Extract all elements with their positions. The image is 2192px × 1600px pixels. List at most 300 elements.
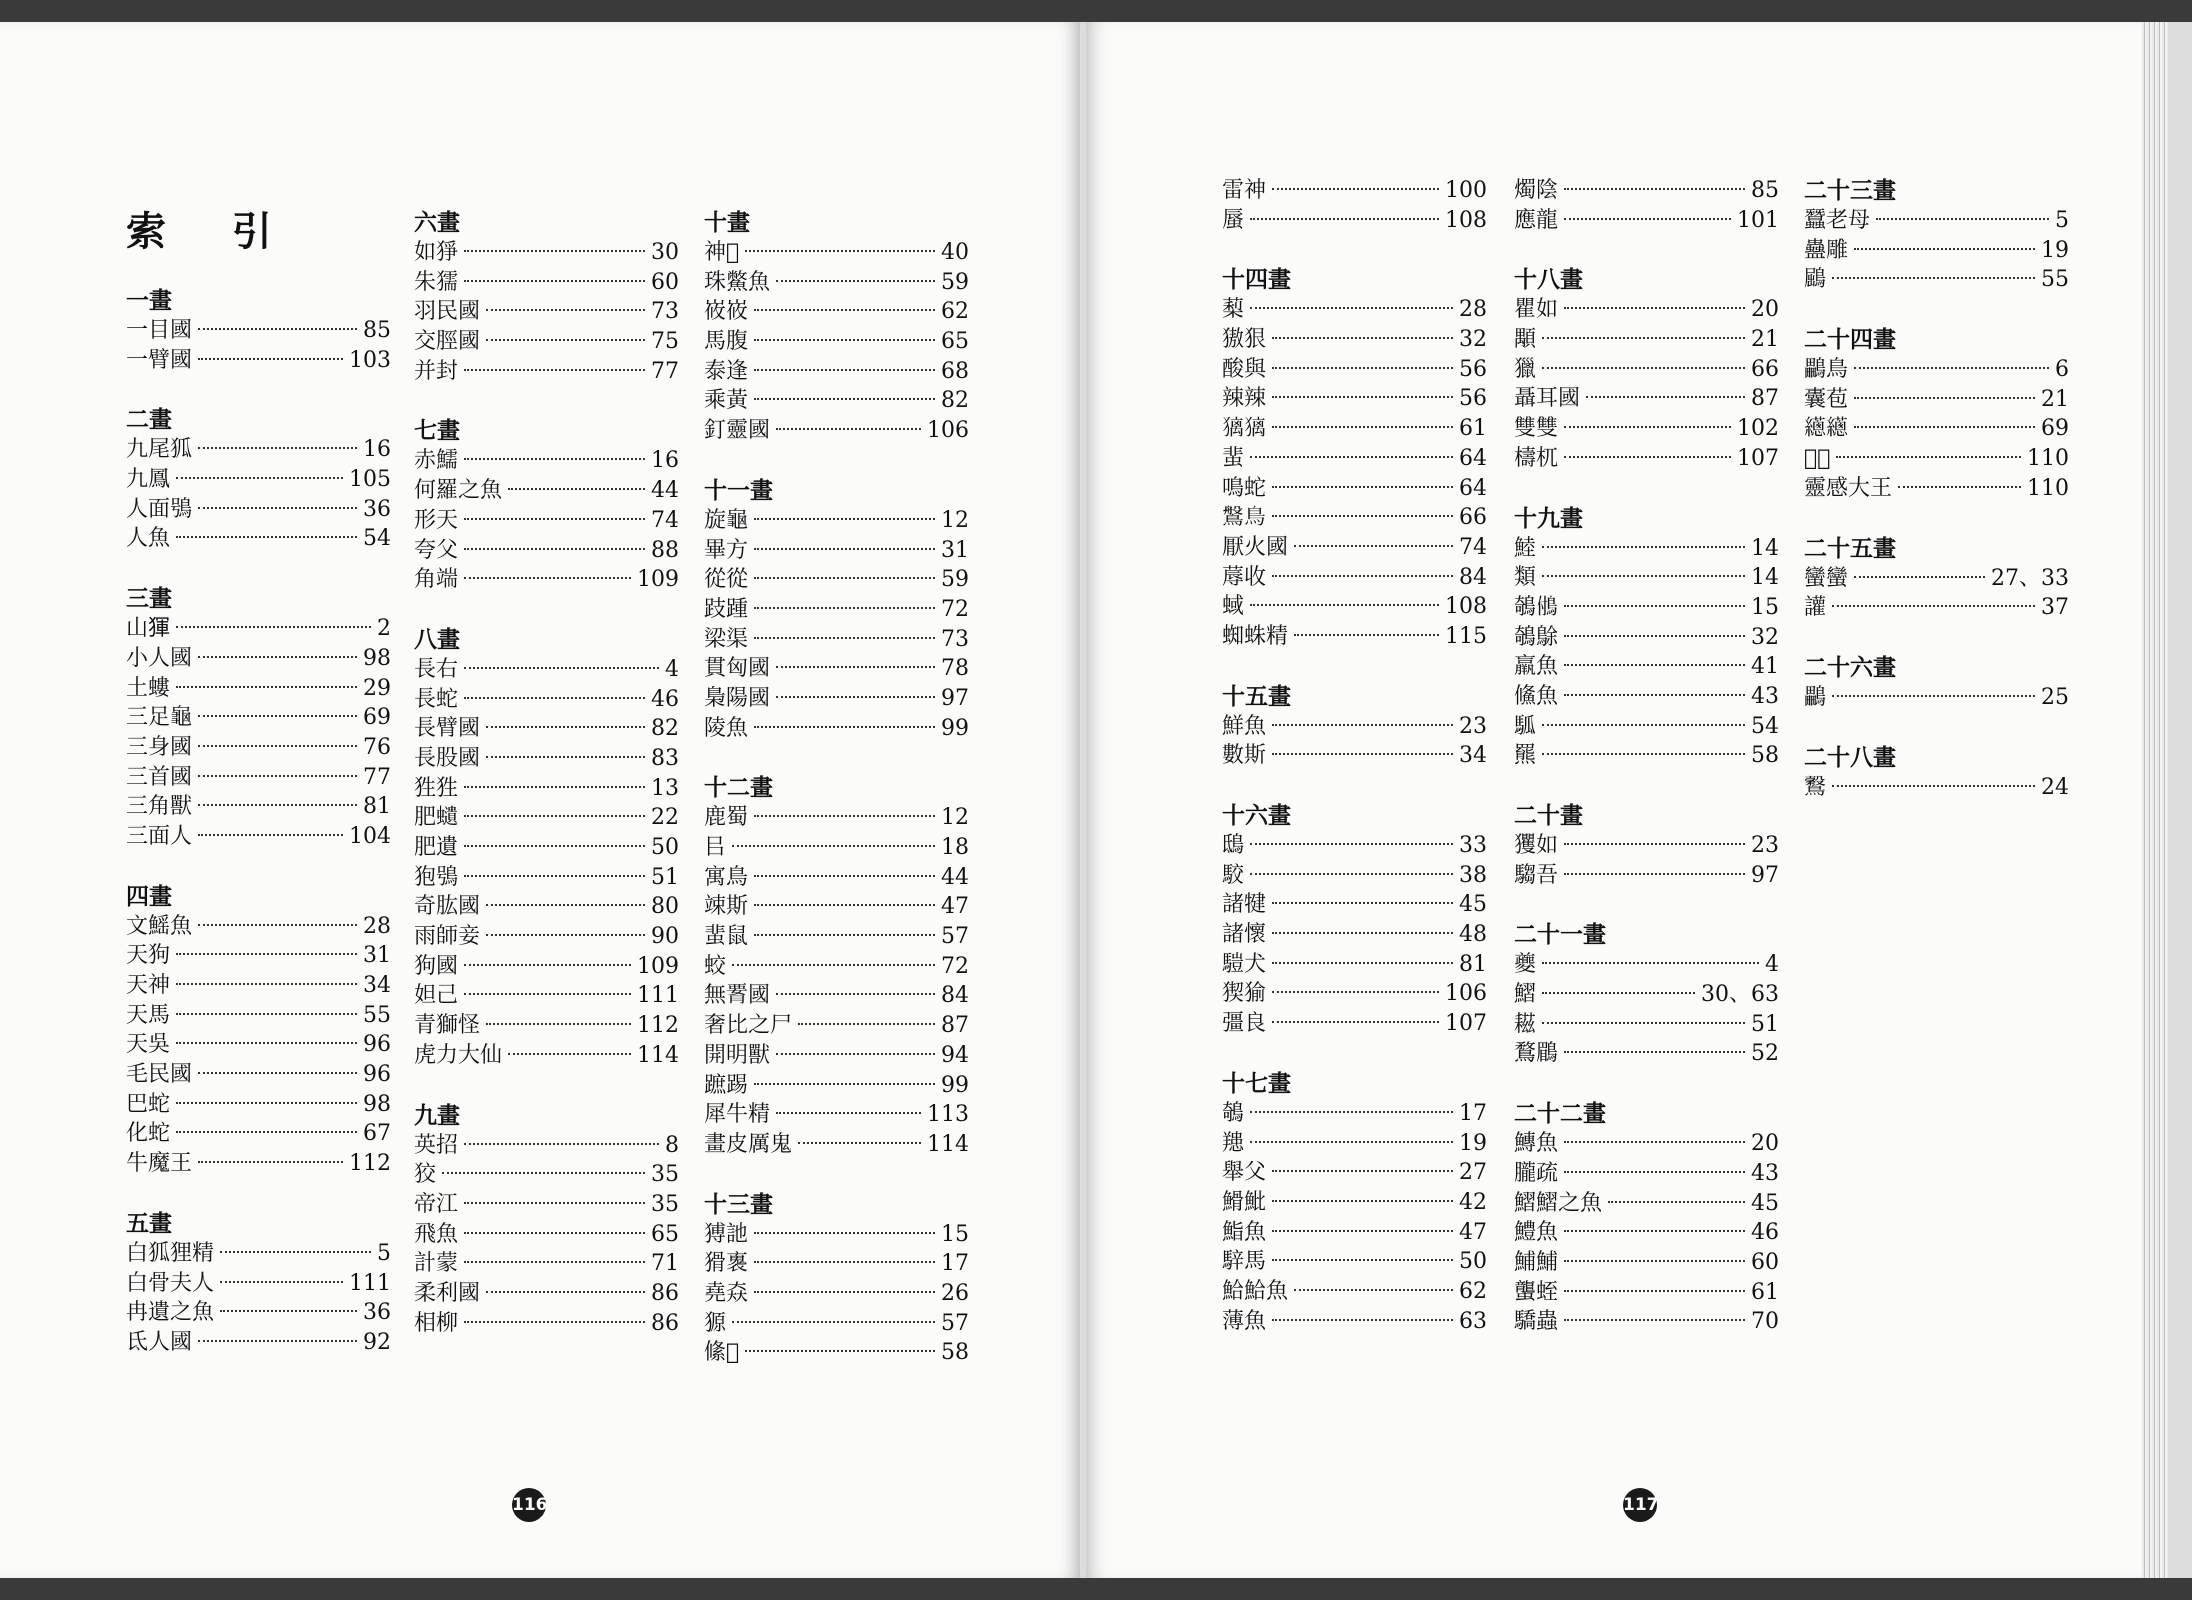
- entry-name: 朱獳: [414, 269, 459, 295]
- dot-leader: [486, 1023, 631, 1025]
- entry-name: 天狗: [126, 943, 171, 969]
- index-entry: [704, 357, 969, 387]
- dot-leader: [464, 1232, 645, 1234]
- index-entry: [126, 1001, 391, 1031]
- entry-name: 鹿蜀: [704, 805, 749, 831]
- index-entry: [414, 1041, 679, 1071]
- entry-page: 82: [651, 716, 679, 742]
- index-entry: [1804, 265, 2069, 295]
- index-entry: [414, 892, 679, 922]
- entry-name: 蠱雕: [1804, 237, 1849, 263]
- dot-leader: [1272, 1170, 1453, 1172]
- index-entry: [1804, 593, 2069, 623]
- entry-name: 柔利國: [414, 1280, 481, 1306]
- entry-name: 梟陽國: [704, 685, 771, 711]
- stroke-count-heading: 十畫: [704, 210, 750, 236]
- dot-leader: [176, 626, 371, 628]
- entry-page: 108: [1445, 594, 1487, 620]
- entry-name: 獵: [1514, 356, 1537, 382]
- entry-name: 鯥: [1514, 535, 1537, 561]
- dot-leader: [1250, 218, 1439, 220]
- index-entry: [1514, 355, 1779, 385]
- stroke-section: [414, 625, 679, 1071]
- entry-page: 12: [941, 507, 969, 533]
- dot-leader: [220, 1310, 357, 1312]
- entry-name: 鵸𩿧: [1514, 594, 1559, 620]
- index-entry: [1222, 444, 1487, 474]
- entry-name: 長右: [414, 656, 459, 682]
- entry-name: 角端: [414, 567, 459, 593]
- dot-leader: [486, 309, 645, 311]
- entry-page: 104: [349, 823, 391, 849]
- entry-page: 114: [637, 1042, 679, 1068]
- entry-page: 97: [1751, 862, 1779, 888]
- entry-page: 105: [349, 467, 391, 493]
- dot-leader: [1564, 188, 1745, 190]
- entry-name: 犀牛精: [704, 1102, 771, 1128]
- entry-page: 32: [1459, 327, 1487, 353]
- index-column-6: [1804, 176, 2069, 832]
- entry-name: 肥𧔥: [414, 805, 459, 831]
- entry-page: 60: [651, 269, 679, 295]
- index-entry: [704, 327, 969, 357]
- entry-name: 羸魚: [1514, 654, 1559, 680]
- index-entry: [1514, 414, 1779, 444]
- dot-leader: [198, 1340, 357, 1342]
- dot-leader: [1250, 843, 1453, 845]
- entry-page: 44: [651, 478, 679, 504]
- entry-page: 38: [1459, 862, 1487, 888]
- entry-name: 畢方: [704, 537, 749, 563]
- index-entry: [414, 506, 679, 536]
- index-entry: [704, 1249, 969, 1279]
- entry-page: 72: [941, 596, 969, 622]
- dot-leader: [1542, 367, 1745, 369]
- dot-leader: [754, 875, 935, 877]
- stroke-count-heading: 四畫: [126, 883, 172, 910]
- index-entry: [1222, 533, 1487, 563]
- entry-name: 三角獸: [126, 794, 193, 820]
- dot-leader: [1608, 1201, 1745, 1203]
- index-entry: [1514, 652, 1779, 682]
- index-entry: [1222, 920, 1487, 950]
- entry-page: 87: [1751, 386, 1779, 412]
- entry-page: 36: [363, 1300, 391, 1326]
- index-entry: [1514, 1039, 1779, 1069]
- stroke-count-heading: 十九畫: [1514, 505, 1583, 532]
- index-entry: [1222, 1277, 1487, 1307]
- index-entry: [126, 763, 391, 793]
- stroke-section: [126, 584, 391, 852]
- entry-page: 73: [651, 299, 679, 325]
- entry-name: 虎力大仙: [414, 1042, 503, 1068]
- entry-page: 81: [363, 794, 391, 820]
- dot-leader: [464, 577, 631, 579]
- entry-name: 鸓: [1804, 684, 1827, 710]
- entry-name: 相柳: [414, 1310, 459, 1336]
- index-entry: [704, 386, 969, 416]
- entry-name: 毛民國: [126, 1062, 193, 1088]
- index-entry: [704, 297, 969, 327]
- dot-leader: [486, 756, 645, 758]
- index-entry: [126, 674, 391, 704]
- dot-leader: [1272, 515, 1453, 517]
- entry-name: 檮杌: [1514, 445, 1559, 471]
- entry-name: 三首國: [126, 764, 193, 790]
- dot-leader: [464, 964, 631, 966]
- stroke-section: [126, 882, 391, 1179]
- entry-name: 長蛇: [414, 686, 459, 712]
- entry-page: 44: [941, 864, 969, 890]
- dot-leader: [754, 726, 935, 728]
- dot-leader: [198, 507, 357, 509]
- entry-name: 鯆鯆: [1514, 1249, 1559, 1275]
- entry-name: 三身國: [126, 734, 193, 760]
- entry-name: 白狐狸精: [126, 1240, 215, 1266]
- dot-leader: [464, 993, 631, 995]
- index-entry: [1222, 950, 1487, 980]
- stroke-section: [126, 1209, 391, 1358]
- index-entry: [1514, 1248, 1779, 1278]
- entry-page: 55: [363, 1002, 391, 1028]
- entry-name: 化蛇: [126, 1121, 171, 1147]
- entry-name: 何羅之魚: [414, 478, 503, 504]
- index-entry: [1514, 534, 1779, 564]
- entry-name: 峳峳: [704, 299, 749, 325]
- entry-name: 𤡢𤡢: [1222, 416, 1267, 442]
- dot-leader: [1250, 1141, 1453, 1143]
- index-entry: [126, 346, 391, 376]
- index-entry: [126, 495, 391, 525]
- entry-page: 5: [377, 1240, 391, 1266]
- entry-name: 絛𤊝: [704, 1340, 740, 1366]
- index-entry: [414, 1160, 679, 1190]
- dot-leader: [1542, 962, 1759, 964]
- index-entry: [1804, 773, 2069, 803]
- entry-page: 4: [665, 656, 679, 682]
- index-entry: [1222, 325, 1487, 355]
- dot-leader: [508, 1053, 631, 1055]
- entry-page: 20: [1751, 1131, 1779, 1157]
- dot-leader: [442, 1172, 645, 1174]
- index-entry: [1222, 622, 1487, 652]
- dot-leader: [798, 1023, 935, 1025]
- entry-page: 108: [1445, 207, 1487, 233]
- entry-name: 舉父: [1222, 1160, 1267, 1186]
- entry-page: 109: [637, 567, 679, 593]
- index-entry: [1222, 1129, 1487, 1159]
- stroke-count-heading: 十三畫: [704, 1191, 773, 1218]
- entry-page: 32: [1751, 624, 1779, 650]
- entry-name: 如猙: [414, 240, 459, 265]
- entry-name: 竦斯: [704, 894, 749, 920]
- entry-name: 馬腹: [704, 329, 749, 355]
- entry-name: 土螻: [126, 675, 171, 701]
- entry-page: 90: [651, 924, 679, 950]
- entry-name: 羆: [1514, 743, 1537, 769]
- stroke-section: [1514, 176, 1779, 235]
- index-entry: [414, 922, 679, 952]
- index-entry: [1222, 503, 1487, 533]
- entry-name: 蠪蛭: [1514, 1279, 1559, 1305]
- left-page: [0, 22, 1080, 1578]
- index-entry: [1222, 831, 1487, 861]
- stroke-section: [1804, 325, 2069, 503]
- index-entry: [414, 268, 679, 298]
- entry-name: 蹠踢: [704, 1072, 749, 1098]
- entry-page: 55: [2041, 267, 2069, 293]
- entry-name: 蠶老母: [1804, 208, 1871, 233]
- dot-leader: [1564, 1051, 1745, 1053]
- entry-page: 112: [349, 1151, 391, 1177]
- entry-name: 狍鴞: [414, 864, 459, 890]
- entry-page: 59: [941, 567, 969, 593]
- index-entry: [1804, 444, 2069, 474]
- entry-name: 英招: [414, 1132, 459, 1158]
- entry-page: 111: [637, 983, 679, 1009]
- stroke-section: [1804, 653, 2069, 713]
- entry-page: 36: [363, 496, 391, 522]
- index-entry: [704, 863, 969, 893]
- index-entry: [704, 536, 969, 566]
- index-entry: [1222, 563, 1487, 593]
- index-entry: [1514, 295, 1779, 325]
- dot-leader: [1272, 1259, 1453, 1261]
- dot-leader: [198, 1161, 343, 1163]
- entry-name: 珠鱉魚: [704, 269, 771, 295]
- entry-name: 寓鳥: [704, 864, 749, 890]
- dot-leader: [1272, 753, 1453, 755]
- entry-name: 鵸鵌: [1514, 624, 1559, 650]
- dot-leader: [1272, 367, 1453, 369]
- entry-page: 72: [941, 953, 969, 979]
- entry-page: 58: [1751, 743, 1779, 769]
- entry-page: 63: [1459, 1308, 1487, 1334]
- index-entry: [1222, 414, 1487, 444]
- index-entry: [1514, 444, 1779, 474]
- index-entry: [704, 684, 969, 714]
- entry-page: 86: [651, 1310, 679, 1336]
- entry-name: 玃如: [1514, 833, 1559, 858]
- entry-name: 狗國: [414, 953, 459, 979]
- entry-page: 74: [1459, 534, 1487, 560]
- dot-leader: [1564, 873, 1745, 875]
- stroke-section: [704, 1190, 969, 1368]
- entry-page: 35: [651, 1191, 679, 1217]
- entry-page: 41: [1751, 654, 1779, 680]
- entry-page: 19: [2041, 237, 2069, 263]
- index-entry: [1514, 712, 1779, 742]
- entry-page: 33: [1459, 833, 1487, 858]
- index-entry: [704, 238, 969, 268]
- entry-page: 23: [1751, 833, 1779, 858]
- dot-leader: [464, 458, 645, 460]
- dot-leader: [1564, 307, 1745, 309]
- index-entry: [1514, 831, 1779, 861]
- dot-leader: [1272, 902, 1453, 904]
- entry-page: 17: [1459, 1100, 1487, 1126]
- entry-page: 40: [941, 240, 969, 265]
- dot-leader: [1272, 1230, 1453, 1232]
- entry-name: 薄魚: [1222, 1308, 1267, 1334]
- dot-leader: [754, 369, 935, 371]
- entry-page: 82: [941, 388, 969, 414]
- entry-name: 人魚: [126, 526, 171, 552]
- dot-leader: [754, 398, 935, 400]
- index-entry: [1514, 1010, 1779, 1040]
- entry-name: 猾褢: [704, 1251, 749, 1277]
- entry-name: 赤鱬: [414, 448, 459, 474]
- page-number-right: 117: [1623, 1488, 1657, 1522]
- entry-name: 鳴蛇: [1222, 475, 1267, 501]
- entry-page: 18: [941, 835, 969, 860]
- dot-leader: [198, 745, 357, 747]
- entry-name: 蛟: [704, 953, 727, 979]
- entry-name: 計蒙: [414, 1251, 459, 1277]
- dot-leader: [1542, 1022, 1745, 1024]
- entry-name: 顒: [1514, 327, 1537, 353]
- index-entry: [1514, 1159, 1779, 1189]
- entry-page: 5: [2055, 208, 2069, 233]
- dot-leader: [1854, 576, 1985, 578]
- entry-page: 45: [1751, 1190, 1779, 1216]
- dot-leader: [464, 518, 645, 520]
- index-entry: [704, 595, 969, 625]
- dot-leader: [176, 1013, 357, 1015]
- index-entry: [126, 1090, 391, 1120]
- index-entry: [704, 714, 969, 744]
- page-number-left: 116: [512, 1488, 546, 1522]
- index-entry: [414, 863, 679, 893]
- stroke-section: [1804, 534, 2069, 623]
- stroke-section: [1804, 176, 2069, 295]
- dot-leader: [176, 953, 357, 955]
- entry-page: 113: [927, 1102, 969, 1128]
- entry-page: 31: [363, 943, 391, 969]
- dot-leader: [198, 775, 357, 777]
- dot-leader: [754, 1232, 935, 1234]
- index-entry: [704, 1041, 969, 1071]
- index-entry: [704, 981, 969, 1011]
- entry-name: 𩥉犬: [1222, 951, 1267, 977]
- entry-page: 12: [941, 805, 969, 831]
- dot-leader: [198, 834, 343, 836]
- entry-name: 蜮: [1222, 594, 1245, 620]
- stroke-section: [414, 208, 679, 386]
- index-entry: [414, 952, 679, 982]
- index-entry: [126, 971, 391, 1001]
- entry-name: 蜘蛛精: [1222, 623, 1289, 649]
- entry-name: 辣辣: [1222, 386, 1267, 412]
- entry-name: 聶耳國: [1514, 386, 1581, 412]
- dot-leader: [486, 1291, 645, 1293]
- index-entry: [126, 435, 391, 465]
- entry-page: 85: [1751, 178, 1779, 203]
- page-edges: [2142, 22, 2168, 1578]
- entry-page: 101: [1737, 207, 1779, 233]
- entry-page: 50: [651, 835, 679, 860]
- dot-leader: [732, 1321, 935, 1323]
- entry-name: 獂: [704, 1310, 727, 1336]
- entry-page: 67: [363, 1121, 391, 1147]
- entry-page: 22: [651, 805, 679, 831]
- index-entry: [1222, 384, 1487, 414]
- entry-page: 47: [941, 894, 969, 920]
- entry-page: 27、33: [1991, 565, 2069, 591]
- index-entry: [126, 733, 391, 763]
- index-entry: [414, 1011, 679, 1041]
- dot-leader: [732, 964, 935, 966]
- index-entry: [1804, 564, 2069, 594]
- dot-leader: [776, 280, 935, 282]
- index-entry: [1804, 683, 2069, 713]
- entry-name: 無𦝫國: [704, 983, 771, 1009]
- index-entry: [126, 316, 391, 346]
- index-entry: [414, 981, 679, 1011]
- entry-page: 70: [1751, 1309, 1779, 1335]
- entry-name: 鮯鮯魚: [1222, 1278, 1289, 1304]
- entry-page: 78: [941, 656, 969, 682]
- entry-page: 13: [651, 775, 679, 801]
- entry-name: 鰼鰼之魚: [1514, 1190, 1603, 1216]
- entry-page: 56: [1459, 386, 1487, 412]
- index-entry: [126, 465, 391, 495]
- dot-leader: [486, 339, 645, 341]
- entry-name: 類: [1514, 565, 1537, 591]
- index-entry: [704, 952, 969, 982]
- entry-name: 鮨魚: [1222, 1219, 1267, 1245]
- entry-name: 蓐收: [1222, 564, 1267, 590]
- index-entry: [1804, 474, 2069, 504]
- dot-leader: [508, 488, 645, 490]
- index-entry: [414, 1131, 679, 1161]
- entry-name: 一目國: [126, 318, 193, 343]
- entry-name: 雨師妾: [414, 924, 481, 950]
- entry-name: 䔧: [1222, 297, 1245, 323]
- entry-page: 77: [363, 764, 391, 790]
- index-entry: [704, 1279, 969, 1309]
- entry-name: 讙: [1804, 595, 1827, 621]
- entry-name: 𪄀鳥: [1222, 505, 1267, 531]
- entry-name: 駮: [1222, 862, 1245, 888]
- stroke-count-heading: 二十二畫: [1514, 1101, 1606, 1128]
- entry-name: 朧疏: [1514, 1160, 1559, 1186]
- dot-leader: [1542, 546, 1745, 548]
- dot-leader: [1250, 1111, 1453, 1113]
- entry-page: 29: [363, 675, 391, 701]
- entry-name: 䱻魮: [1222, 1189, 1267, 1215]
- entry-name: 鶩鶥: [1514, 1041, 1559, 1067]
- dot-leader: [776, 993, 935, 995]
- dot-leader: [1272, 932, 1453, 934]
- index-entry: [1514, 1189, 1779, 1219]
- entry-name: 彊良: [1222, 1011, 1267, 1037]
- entry-page: 30: [651, 240, 679, 265]
- dot-leader: [1542, 753, 1745, 755]
- dot-leader: [464, 280, 645, 282]
- index-entry: [1222, 1188, 1487, 1218]
- index-entry: [704, 1130, 969, 1160]
- dot-leader: [1294, 545, 1453, 547]
- dot-leader: [754, 1261, 935, 1263]
- dot-leader: [464, 815, 645, 817]
- entry-page: 51: [651, 864, 679, 890]
- entry-name: 酸與: [1222, 356, 1267, 382]
- stroke-count-heading: 十七畫: [1222, 1070, 1291, 1097]
- entry-page: 46: [651, 686, 679, 712]
- index-entry: [414, 476, 679, 506]
- stroke-section: [1222, 176, 1487, 235]
